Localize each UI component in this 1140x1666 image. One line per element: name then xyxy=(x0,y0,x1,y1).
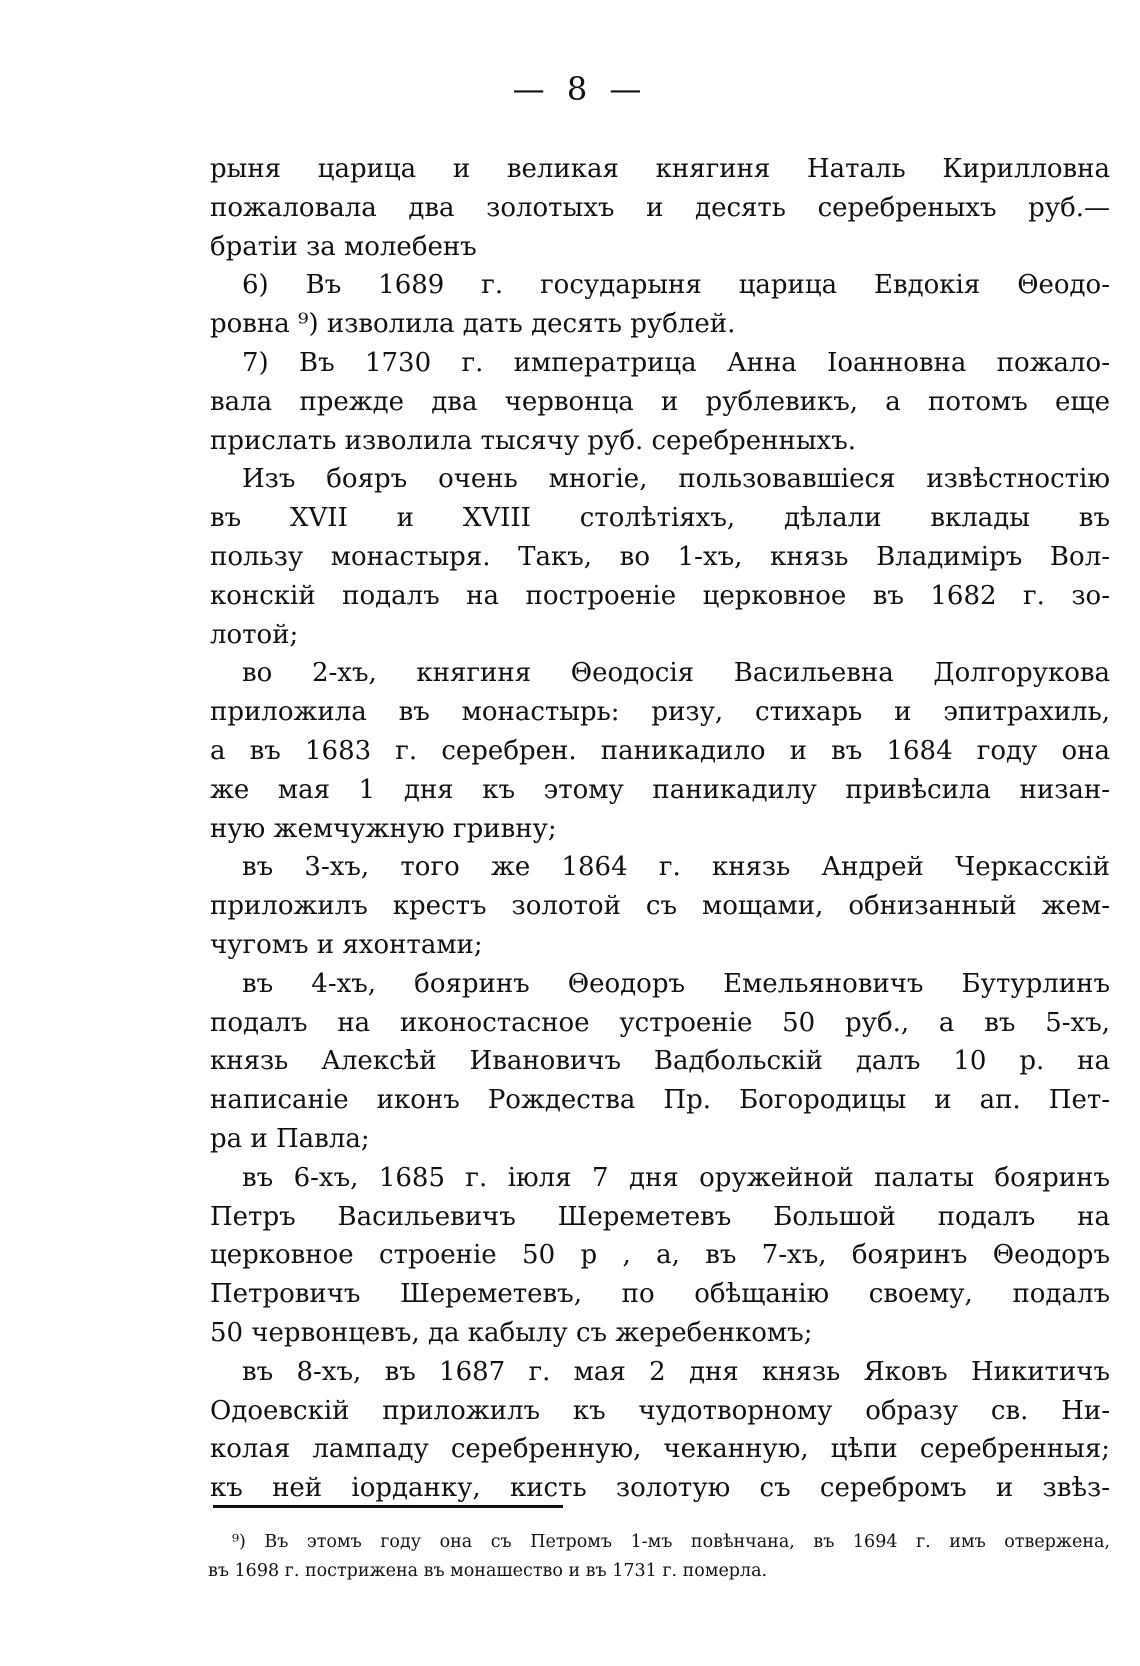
footnote xyxy=(208,1528,1110,1586)
text-line: въ 4-хъ, бояринъ Θеодоръ Емельяновичъ Бутурлинъ xyxy=(242,968,1110,999)
text-line: ровна ⁹) изволила дать десять рублей. xyxy=(210,309,736,340)
text-line: написаніе иконъ Рождества Пр. Богородицы и ап. Пет- xyxy=(210,1085,1110,1116)
text-line: чугомъ и яхонтами; xyxy=(210,929,483,960)
text-line: Петръ Васильевичъ Шереметевъ Большой подалъ на xyxy=(210,1201,1110,1232)
footnote-line: ⁹) Въ этомъ году она съ Петромъ 1-мъ повѣнчана, въ 1694 г. имъ отвержена, xyxy=(232,1532,1110,1552)
text-line: въ 6-хъ, 1685 г. іюля 7 дня оружейной палаты бояринъ xyxy=(242,1162,1110,1193)
text-line: рыня царица и великая княгиня Наталь Кирилловна xyxy=(210,154,1110,184)
text-line: церковное строеніе 50 р , а, въ 7-хъ, бояринъ Θеодоръ xyxy=(210,1240,1110,1271)
text-line: же мая 1 дня къ этому паникадилу привѣсила низан- xyxy=(210,774,1110,805)
text-line: Изъ бояръ очень многіе, пользовавшіеся извѣстностію xyxy=(242,464,1110,495)
text-line: пожаловала два золотыхъ и десять серебреныхъ руб.— xyxy=(210,192,1110,223)
text-line: во 2-хъ, княгиня Θеодосія Васильевна Долгорукова xyxy=(242,658,1110,689)
text-line: приложила въ монастырь: ризу, стихарь и эпитрахиль, xyxy=(210,697,1110,728)
text-line: 7) Въ 1730 г. императрица Анна Іоанновна пожало- xyxy=(242,347,1110,378)
page-number: — 8 — xyxy=(512,70,648,108)
text-line: ра и Павла; xyxy=(210,1123,370,1154)
footnote-line: въ 1698 г. пострижена въ монашество и въ 1731 г. померла. xyxy=(208,1561,768,1581)
text-line: къ ней іорданку, кисть золотую съ серебромъ и звѣз- xyxy=(210,1473,1110,1504)
text-line: въ XVII и XVIII столѣтіяхъ, дѣлали вклады въ xyxy=(210,503,1110,534)
text-line: 50 червонцевъ, да кабылу съ жеребенкомъ; xyxy=(210,1317,813,1348)
text-line: 6) Въ 1689 г. государыня царица Евдокія Θеодо- xyxy=(242,270,1110,301)
text-line: вала прежде два червонца и рублевикъ, а потомъ еще xyxy=(210,386,1110,417)
text-line: прислать изволила тысячу руб. серебренныхъ. xyxy=(210,425,857,456)
text-line: Петровичъ Шереметевъ, по обѣщанію своему, подалъ xyxy=(210,1279,1110,1310)
text-line: колая лампаду серебренную, чеканную, цѣпи серебренныя; xyxy=(210,1434,1110,1465)
text-line: приложилъ крестъ золотой съ мощами, обнизанный жем- xyxy=(210,891,1110,922)
text-line: въ 3-хъ, того же 1864 г. князь Андрей Черкасскій xyxy=(242,852,1110,883)
body-text xyxy=(210,150,1110,1508)
footnote-separator xyxy=(213,1505,563,1508)
text-line: лотой; xyxy=(210,619,299,650)
text-line: пользу монастыря. Такъ, во 1-хъ, князь Владиміръ Вол- xyxy=(210,541,1110,572)
text-line: братіи за молебенъ xyxy=(210,231,477,262)
text-line: конскій подалъ на построеніе церковное въ 1682 г. зо- xyxy=(210,580,1110,611)
text-line: въ 8-хъ, въ 1687 г. мая 2 дня князь Яковъ Никитичъ xyxy=(242,1356,1110,1387)
text-line: подалъ на иконостасное устроеніе 50 руб., а въ 5-хъ, xyxy=(210,1007,1110,1038)
text-line: ную жемчужную гривну; xyxy=(210,813,557,844)
text-line: Одоевскій приложилъ къ чудотворному образу св. Ни- xyxy=(210,1395,1110,1426)
text-line: а въ 1683 г. серебрен. паникадило и въ 1684 году она xyxy=(210,735,1110,766)
text-line: князь Алексѣй Ивановичъ Вадбольскій далъ 10 р. на xyxy=(210,1046,1110,1077)
